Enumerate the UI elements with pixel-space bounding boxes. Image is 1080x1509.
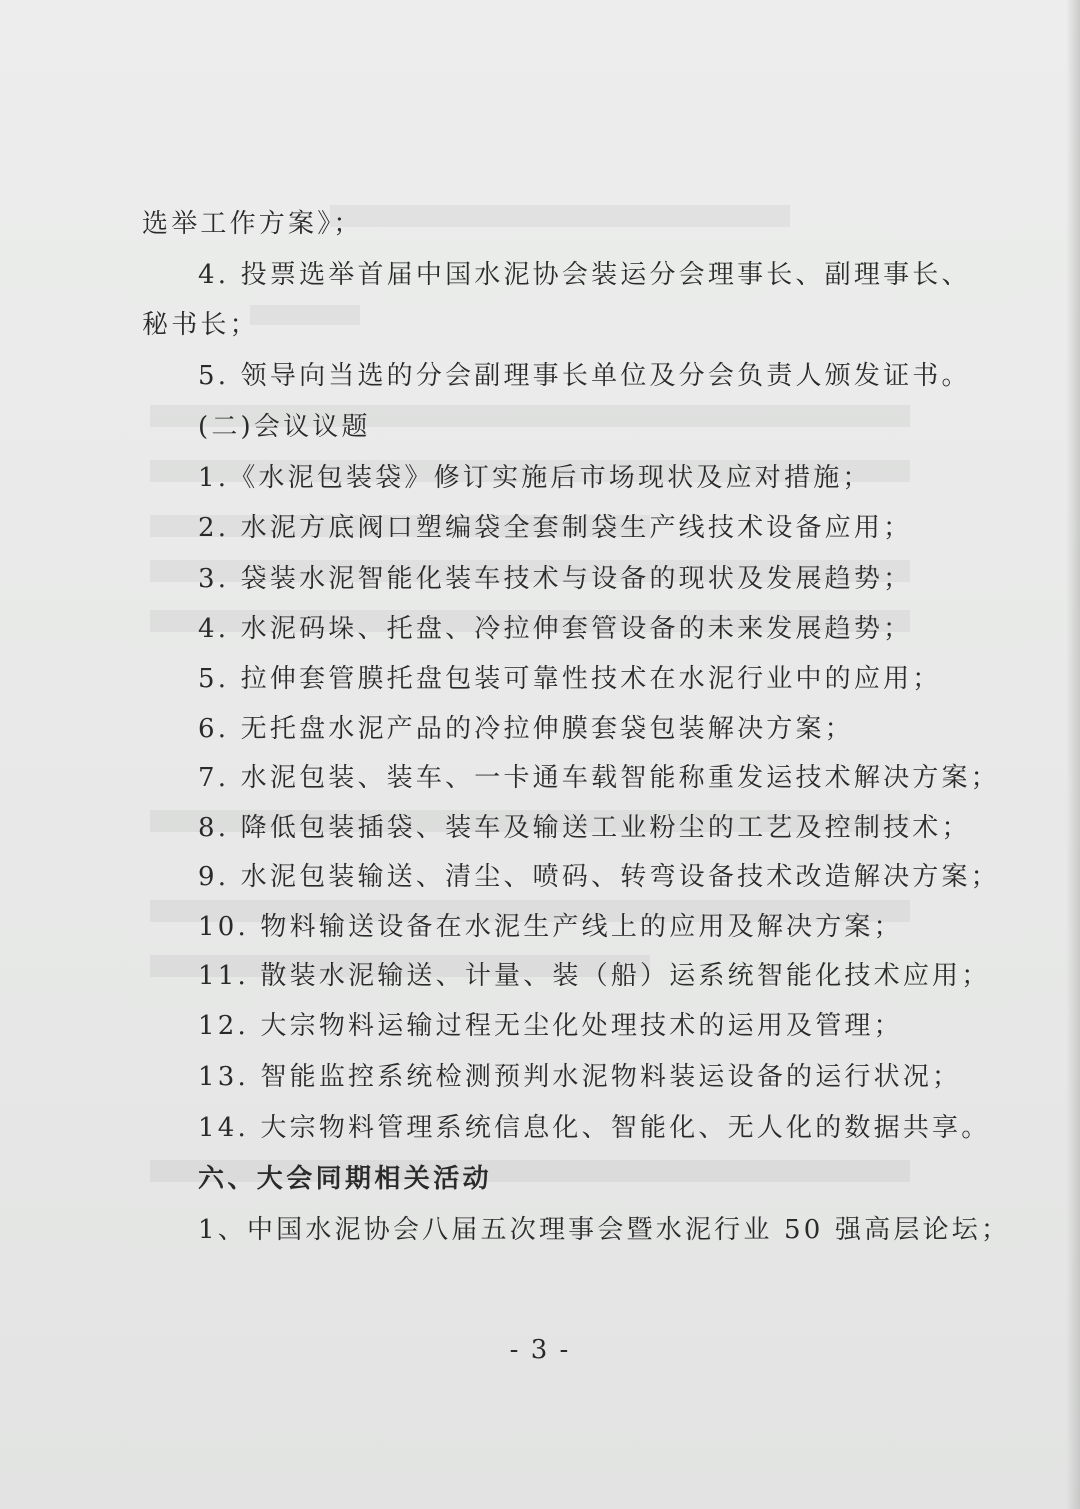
- page-edge-shadow: [1066, 0, 1080, 1509]
- text-line: 4. 水泥码垛、托盘、冷拉伸套管设备的未来发展趋势；: [198, 614, 913, 644]
- page-number: - 3 -: [509, 1335, 571, 1365]
- text-line: 秘书长；: [142, 310, 259, 340]
- text-line: 14. 大宗物料管理系统信息化、智能化、无人化的数据共享。: [198, 1113, 991, 1143]
- text-line: 4. 投票选举首届中国水泥协会装运分会理事长、副理事长、: [198, 260, 971, 290]
- text-line: 7. 水泥包装、装车、一卡通车载智能称重发运技术解决方案；: [198, 763, 1000, 793]
- text-line: (二)会议议题: [198, 412, 371, 442]
- section-heading: 六、大会同期相关活动: [198, 1164, 493, 1194]
- text-line: 3. 袋装水泥智能化装车技术与设备的现状及发展趋势；: [198, 564, 913, 594]
- text-line: 9. 水泥包装输送、清尘、喷码、转弯设备技术改造解决方案；: [198, 862, 1000, 892]
- text-line: 选举工作方案》；: [142, 209, 363, 239]
- text-line: 1、中国水泥协会八届五次理事会暨水泥行业 50 强高层论坛；: [198, 1215, 1011, 1245]
- text-line: 6. 无托盘水泥产品的冷拉伸膜套袋包装解决方案；: [198, 714, 854, 744]
- text-line: 10. 物料输送设备在水泥生产线上的应用及解决方案；: [198, 912, 903, 942]
- text-line: 5. 拉伸套管膜托盘包装可靠性技术在水泥行业中的应用；: [198, 664, 942, 694]
- text-line: 8. 降低包装插袋、装车及输送工业粉尘的工艺及控制技术；: [198, 813, 971, 843]
- text-line: 1.《水泥包装袋》修订实施后市场现状及应对措施；: [198, 463, 872, 493]
- text-line: 2. 水泥方底阀口塑编袋全套制袋生产线技术设备应用；: [198, 513, 913, 543]
- text-line: 5. 领导向当选的分会副理事长单位及分会负责人颁发证书。: [198, 361, 971, 391]
- text-line: 11. 散装水泥输送、计量、装（船）运系统智能化技术应用；: [198, 961, 991, 991]
- text-line: 12. 大宗物料运输过程无尘化处理技术的运用及管理；: [198, 1011, 903, 1041]
- text-line: 13. 智能监控系统检测预判水泥物料装运设备的运行状况；: [198, 1062, 962, 1092]
